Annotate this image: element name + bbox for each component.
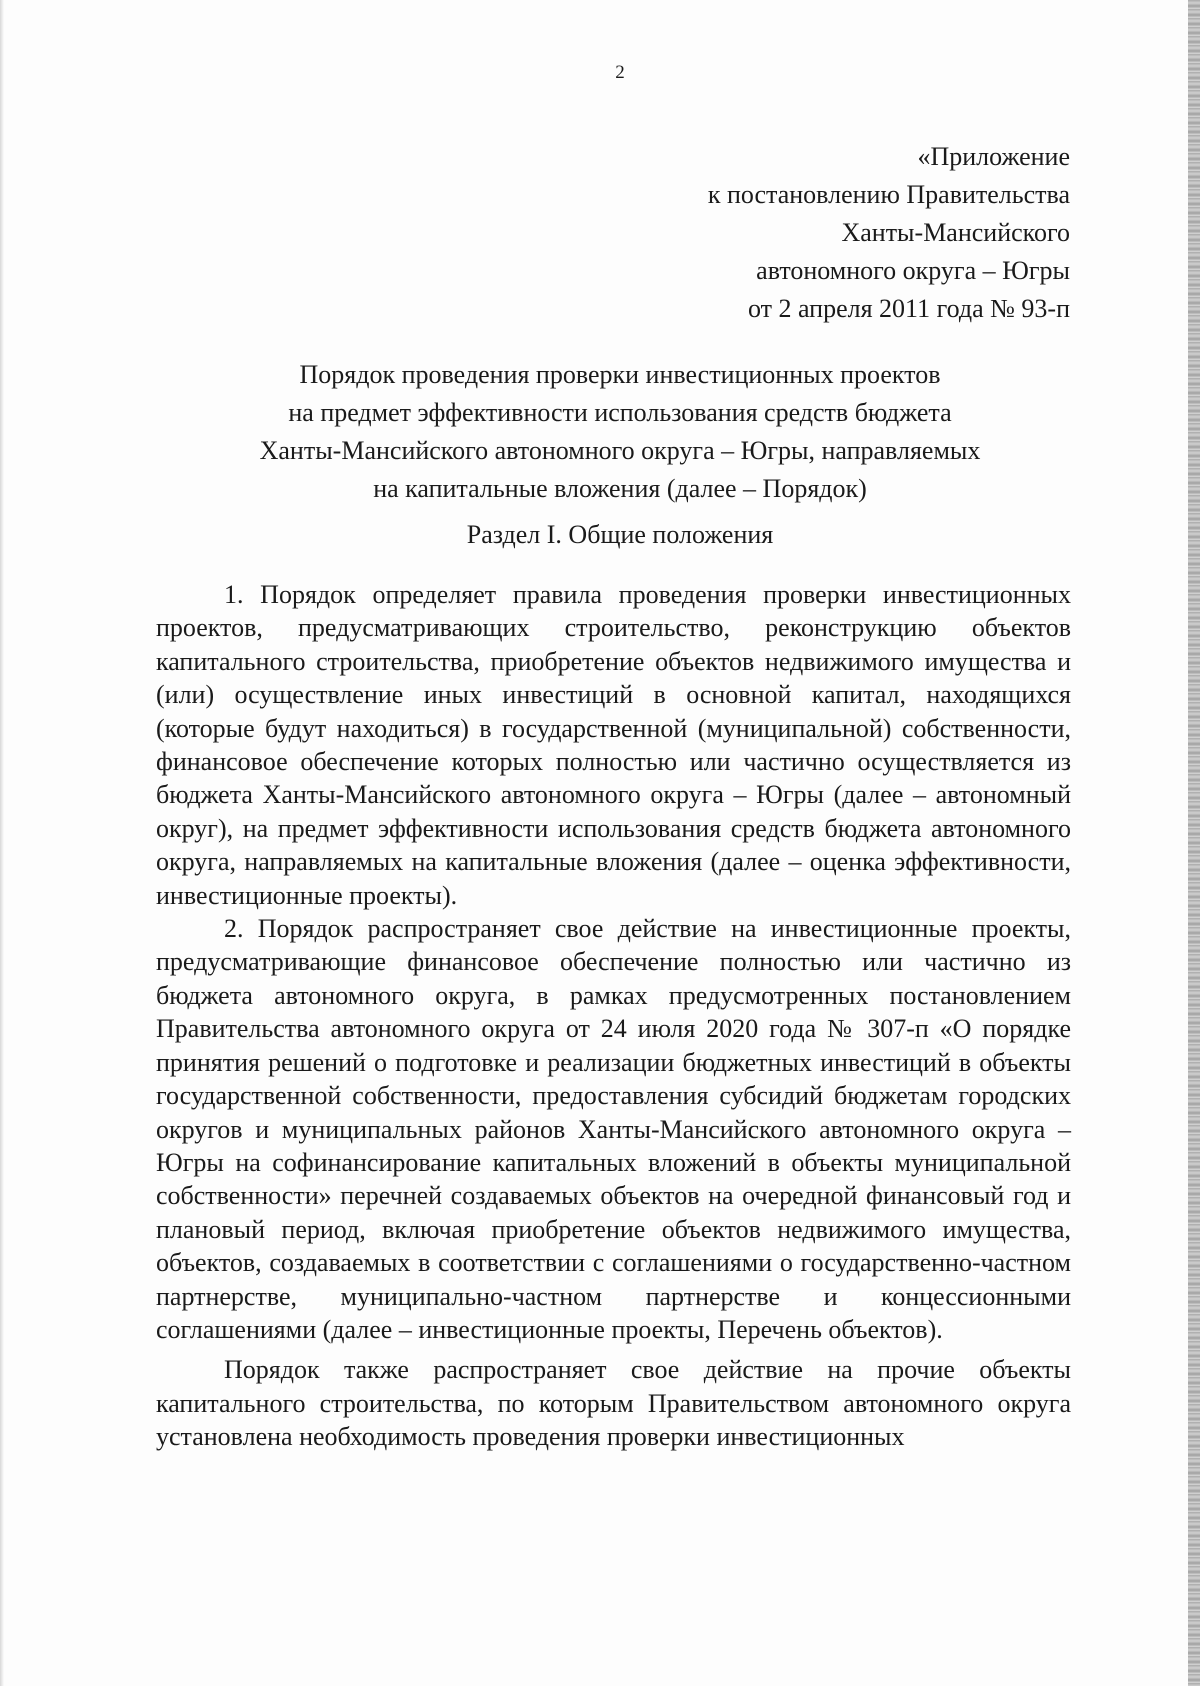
- body-text: [156, 578, 1071, 1454]
- appendix-block: [550, 138, 1070, 328]
- appendix-line: к постановлению Правительства: [707, 180, 1070, 209]
- page-number: 2: [615, 62, 625, 83]
- appendix-line: от 2 апреля 2011 года № 93-п: [747, 294, 1070, 323]
- appendix-line: «Приложение: [917, 142, 1070, 171]
- title-line: Порядок проведения проверки инвестиционных проектов: [299, 360, 941, 389]
- appendix-line: автономного округа – Югры: [756, 256, 1070, 285]
- scan-edge-left: [0, 0, 4, 1686]
- paragraph-1: 1. Порядок определяет правила проведения проверки инвестиционных проектов, предусматривающих строительство, реконструкцию объектов капитального строительства, приобретение объектов недвижимого имущества и (или) осуществление иных инвестиций в основной капитал, находящихся (которые будут находиться) в государственной (муниципальной) собственности, финансовое обеспечение которых полностью или частично осуществляется из бюджета Ханты-Мансийского автономного округа – Югры (далее – автономный округ), на предмет эффективности использования средств бюджета автономного округа, направляемых на капитальные вложения (далее – оценка эффективности, инвестиционные проекты).: [156, 580, 1071, 910]
- document-title: [150, 356, 1090, 508]
- title-line: Ханты-Мансийского автономного округа – Югры, направляемых: [259, 436, 981, 465]
- section-heading: Раздел I. Общие положения: [466, 520, 774, 549]
- paragraph-3: Порядок также распространяет свое действие на прочие объекты капитального строительства, по которым Правительством автономного округа установлена необходимость проведения проверки инвестиционных: [156, 1355, 1071, 1452]
- appendix-line: Ханты-Мансийского: [841, 218, 1070, 247]
- scan-edge-right: [1188, 0, 1200, 1686]
- title-line: на предмет эффективности использования средств бюджета: [288, 398, 952, 427]
- title-line: на капитальные вложения (далее – Порядок): [373, 474, 867, 503]
- paragraph-2: 2. Порядок распространяет свое действие на инвестиционные проекты, предусматривающие финансовое обеспечение полностью или частично из бюджета автономного округа, в рамках предусмотренных постановлением Правительства автономного округа от 24 июля 2020 года № 307-п «О порядке принятия решений о подготовке и реализации бюджетных инвестиций в объекты государственной собственности, предоставления субсидий бюджетам городских округов и муниципальных районов Ханты-Мансийского автономного округа – Югры на софинансирование капитальных вложений в объекты муниципальной собственности» перечней создаваемых объектов на очередной финансовый год и плановый период, включая приобретение объектов недвижимого имущества, объектов, создаваемых в соответствии с соглашениями о государственно-частном партнерстве, муниципально-частном партнерстве и концессионными соглашениями (далее – инвестиционные проекты, Перечень объектов).: [156, 914, 1071, 1344]
